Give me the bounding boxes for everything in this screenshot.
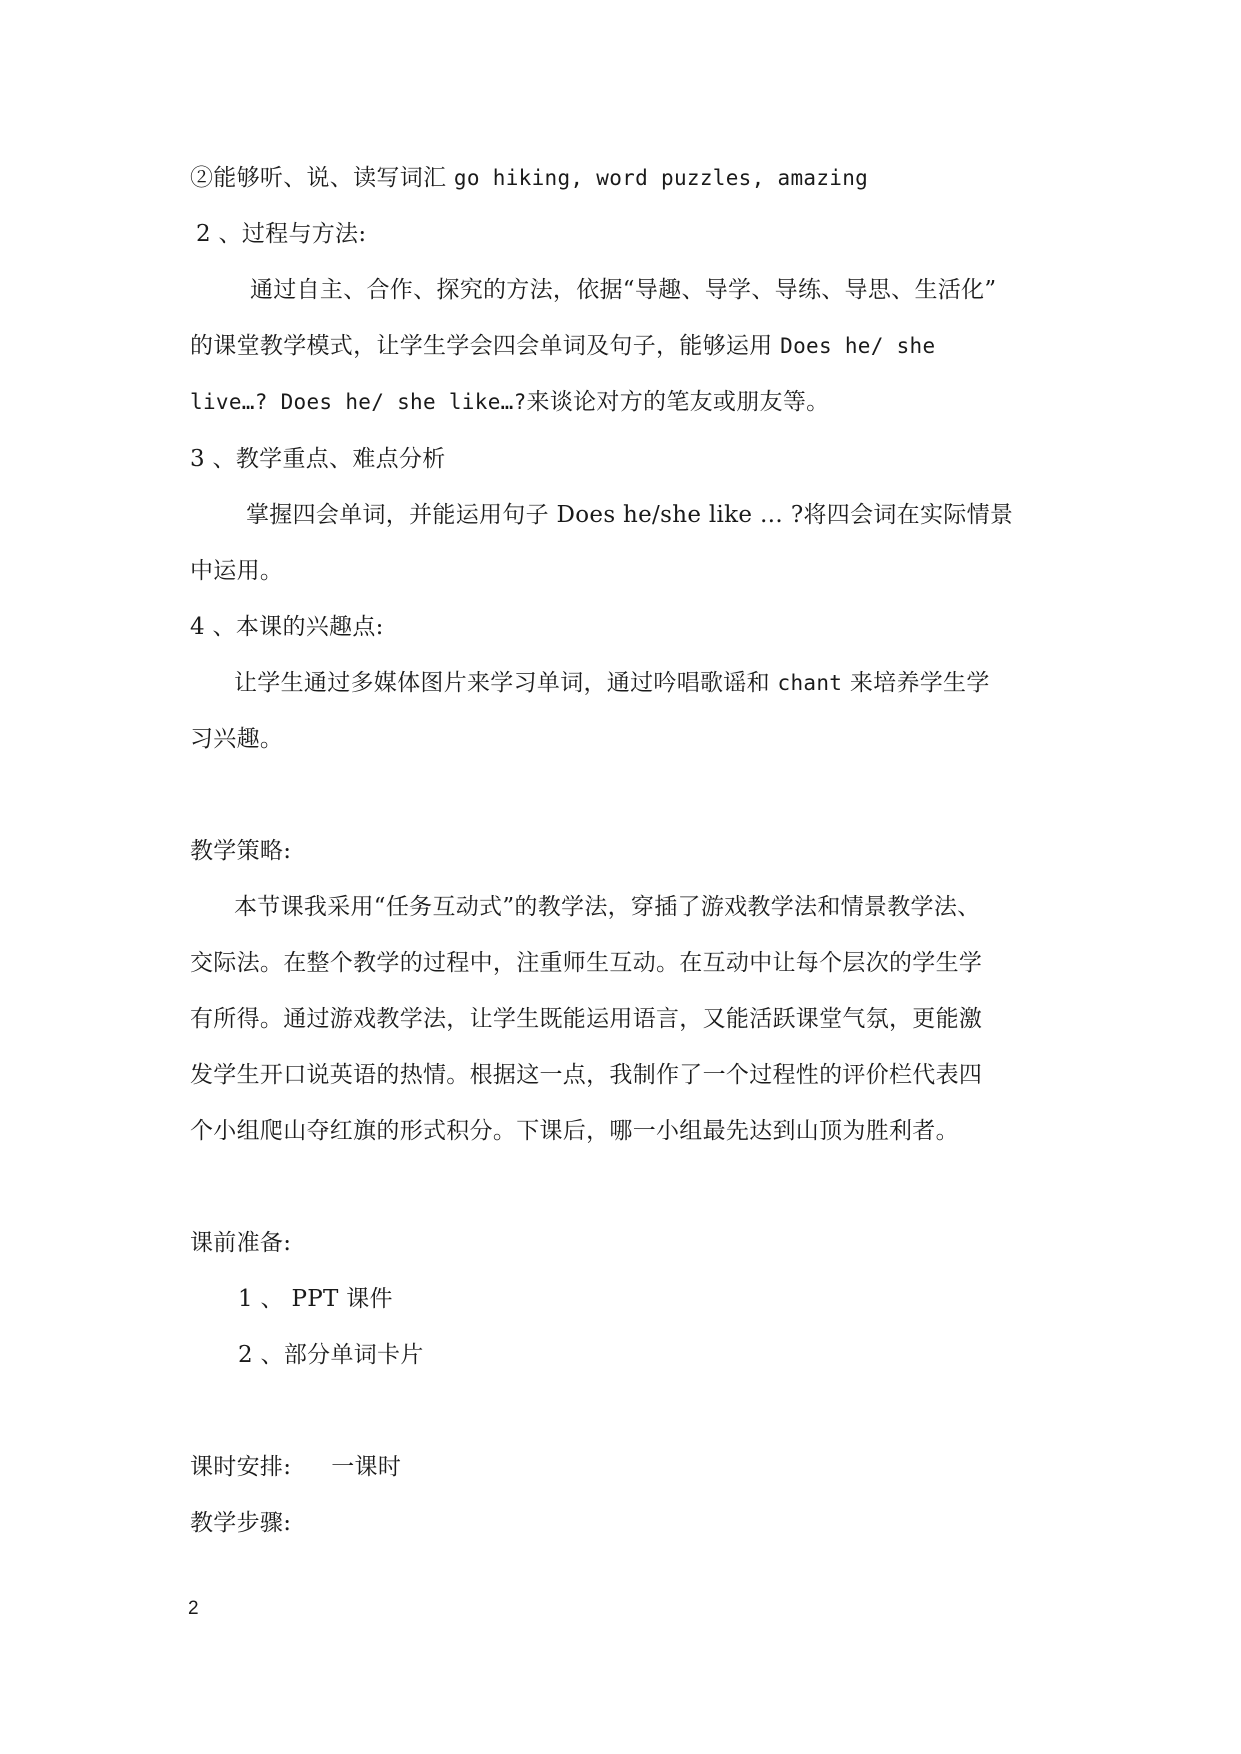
objective-item-2-vocab: go hiking, word puzzles, amazing	[453, 166, 869, 190]
strategy-line-4: 发学生开口说英语的热情。根据这一点，我制作了一个过程性的评价栏代表四	[190, 1062, 983, 1088]
process-paragraph-line-3-en: live…? Does he/ she like…?	[190, 390, 527, 414]
interest-heading: 4 、本课的兴趣点:	[190, 614, 384, 640]
interest-line-1-cn: 让学生通过多媒体图片来学习单词，通过吟唱歌谣和	[234, 670, 778, 696]
schedule-value: 一课时	[331, 1454, 402, 1480]
preparation-item-2: 2 、部分单词卡片	[238, 1342, 424, 1368]
key-points-line-1-cn: 掌握四会单词，并能运用句子	[246, 502, 557, 528]
strategy-heading: 教学策略:	[190, 838, 292, 864]
schedule-row	[190, 1451, 401, 1483]
steps-heading: 教学步骤:	[190, 1510, 292, 1536]
preparation-item-1: 1 、 PPT 课件	[238, 1286, 393, 1312]
page-number: 2	[188, 1598, 199, 1619]
key-points-line-1-en: Does he/she like … ?	[556, 502, 804, 528]
interest-line-1-cn2: 来培养学生学	[842, 670, 990, 696]
process-paragraph-line-2-cn: 的课堂教学模式，让学生学会四会单词及句子，能够运用	[190, 333, 781, 359]
strategy-line-2: 交际法。在整个教学的过程中，注重师生互动。在互动中让每个层次的学生学	[190, 950, 983, 976]
key-points-paragraph-line-2: 中运用。	[190, 558, 284, 584]
process-paragraph-line-2	[190, 330, 935, 362]
schedule-label: 课时安排:	[190, 1454, 292, 1480]
process-paragraph-line-3	[190, 386, 829, 418]
process-paragraph-line-1: 通过自主、合作、探究的方法，依据“导趣、导学、导练、导思、生活化”	[250, 277, 997, 303]
strategy-line-5: 个小组爬山夺红旗的形式积分。下课后，哪一小组最先达到山顶为胜利者。	[190, 1118, 959, 1144]
key-points-line-1-cn2: 将四会词在实际情景	[803, 502, 1014, 528]
interest-paragraph-line-1	[234, 667, 990, 699]
process-heading: 2 、过程与方法:	[196, 221, 367, 247]
process-paragraph-line-2-en: Does he/ she	[780, 334, 936, 358]
objective-item-2	[190, 162, 868, 194]
key-points-heading: 3 、教学重点、难点分析	[190, 446, 446, 472]
interest-paragraph-line-2: 习兴趣。	[190, 726, 284, 752]
key-points-paragraph-line-1	[246, 499, 1013, 531]
interest-line-1-en: chant	[777, 671, 843, 695]
process-paragraph-line-3-cn: 来谈论对方的笔友或朋友等。	[526, 389, 830, 415]
strategy-line-1: 本节课我采用“任务互动式”的教学法，穿插了游戏教学法和情景教学法、	[234, 894, 981, 920]
objective-item-2-text: ②能够听、说、读写词汇	[190, 165, 454, 191]
preparation-heading: 课前准备:	[190, 1230, 292, 1256]
strategy-line-3: 有所得。通过游戏教学法，让学生既能运用语言，又能活跃课堂气氛，更能激	[190, 1006, 983, 1032]
